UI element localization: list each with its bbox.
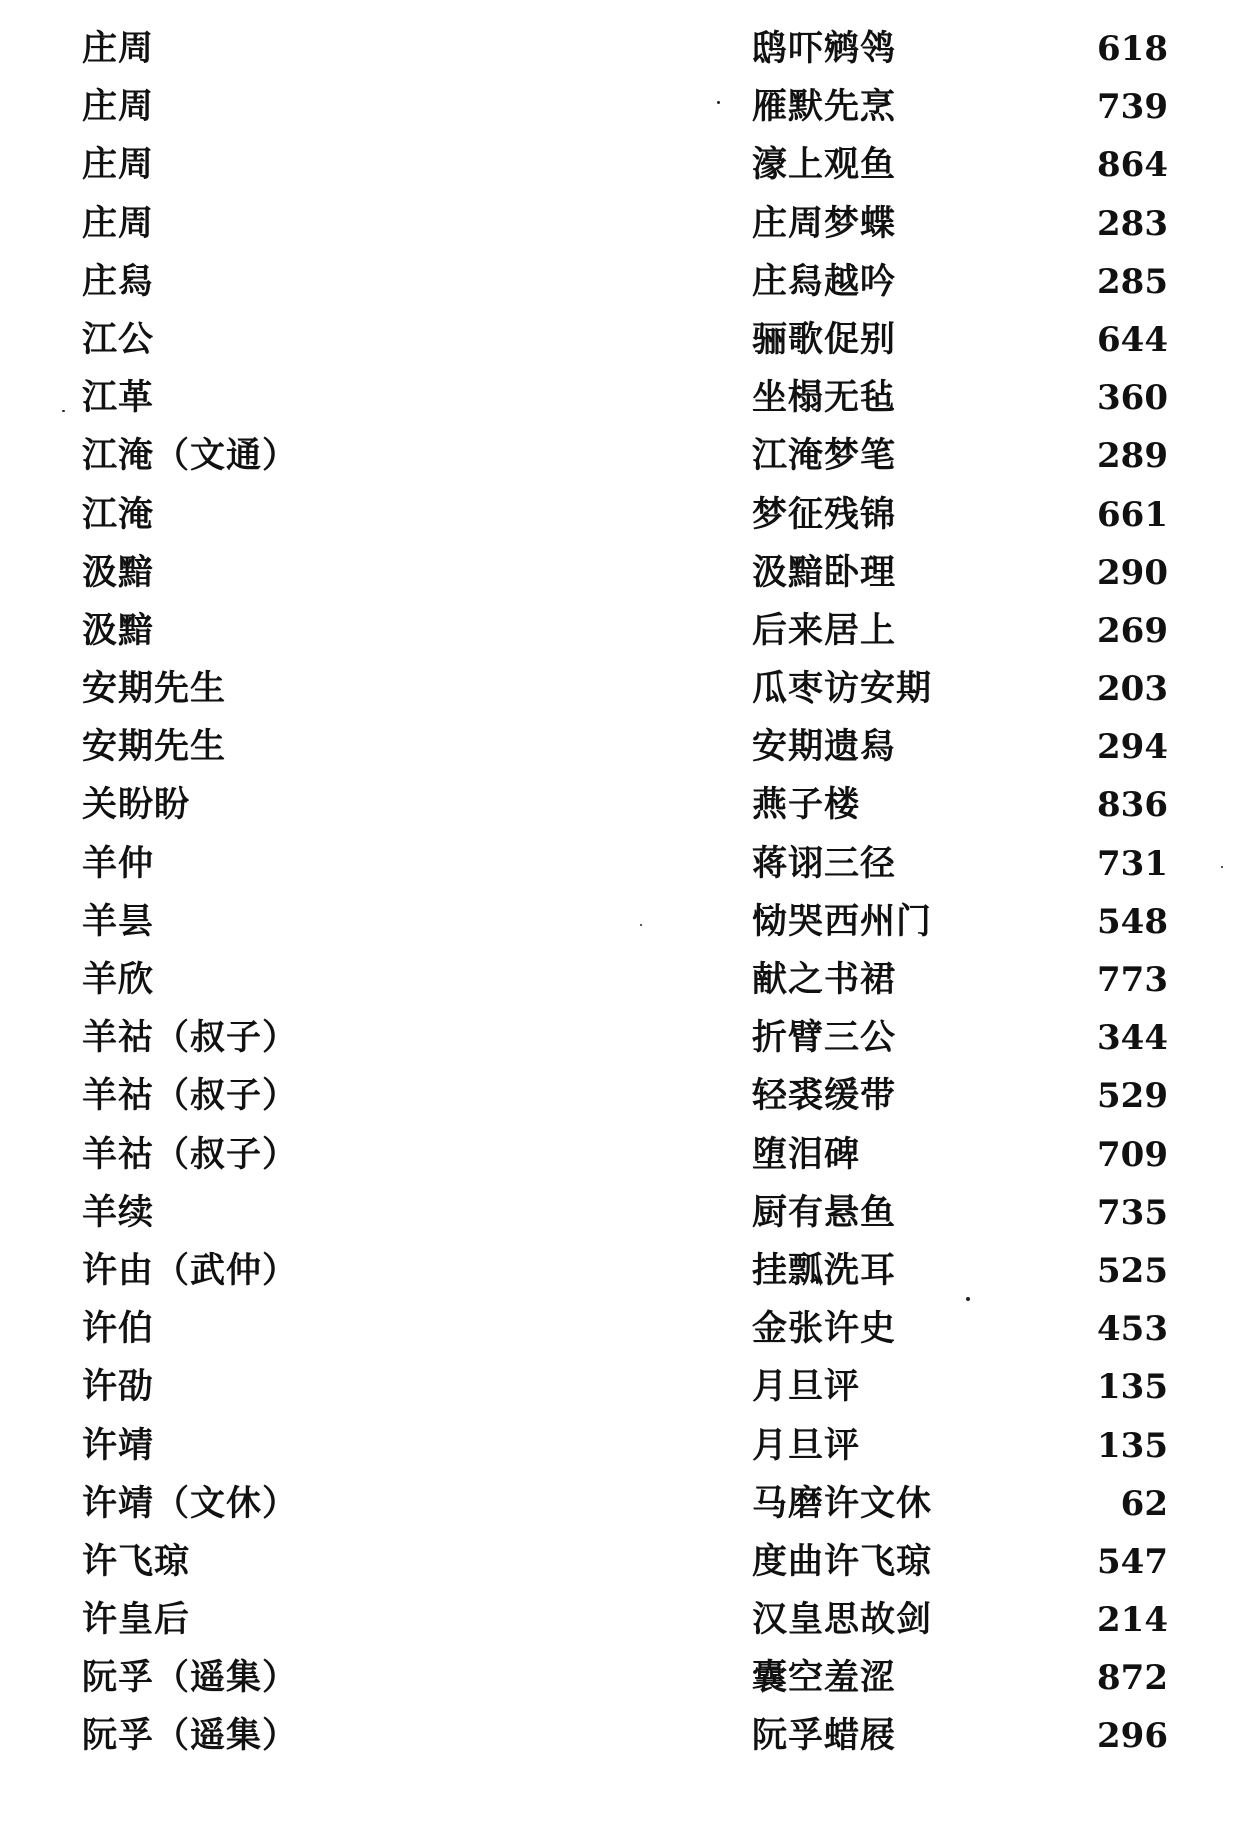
index-row bbox=[0, 1481, 1260, 1539]
page-number: 214 bbox=[1097, 1600, 1168, 1641]
index-row bbox=[0, 550, 1260, 608]
allusion-title: 汲黯卧理 bbox=[752, 551, 897, 593]
index-row bbox=[0, 142, 1260, 200]
allusion-title: 安期遗舄 bbox=[752, 726, 897, 768]
person-name: 庄周 bbox=[82, 28, 155, 69]
page-number: 453 bbox=[1097, 1309, 1168, 1350]
allusion-title: 雁默先烹 bbox=[752, 86, 897, 128]
scan-speck bbox=[717, 101, 720, 104]
page-number: 296 bbox=[1097, 1716, 1168, 1757]
allusion-title: 坐榻无毡 bbox=[752, 377, 897, 419]
index-row bbox=[0, 317, 1260, 375]
page-number: 731 bbox=[1097, 843, 1168, 884]
person-name: 羊昙 bbox=[82, 900, 155, 942]
allusion-title: 厨有悬鱼 bbox=[752, 1191, 897, 1233]
person-name: 江公 bbox=[82, 318, 155, 360]
index-row bbox=[0, 201, 1260, 259]
person-name: 庄周 bbox=[82, 86, 155, 128]
allusion-title: 月旦评 bbox=[752, 1424, 861, 1466]
allusion-title: 庄周梦蝶 bbox=[752, 202, 897, 244]
allusion-title: 燕子楼 bbox=[752, 784, 861, 826]
person-name: 关盼盼 bbox=[82, 784, 191, 826]
page-number: 285 bbox=[1097, 261, 1168, 302]
page-number: 864 bbox=[1097, 145, 1168, 186]
page-number: 360 bbox=[1097, 378, 1168, 419]
index-row bbox=[0, 608, 1260, 666]
page-number: 836 bbox=[1097, 785, 1168, 826]
allusion-title: 囊空羞涩 bbox=[752, 1657, 897, 1699]
person-name: 江淹 bbox=[82, 493, 155, 535]
index-row bbox=[0, 1539, 1260, 1597]
allusion-title: 月旦评 bbox=[752, 1366, 861, 1408]
page-number: 344 bbox=[1097, 1018, 1168, 1059]
page-number: 283 bbox=[1097, 203, 1168, 244]
person-name: 庄舄 bbox=[82, 260, 155, 302]
page-number: 529 bbox=[1097, 1076, 1168, 1117]
allusion-title: 马磨许文休 bbox=[752, 1482, 933, 1524]
person-name: 许皇后 bbox=[82, 1599, 191, 1641]
allusion-title: 骊歌促别 bbox=[752, 318, 897, 360]
allusion-title: 金张许史 bbox=[752, 1308, 897, 1350]
index-row bbox=[0, 1306, 1260, 1364]
index-row bbox=[0, 1713, 1260, 1771]
page-number: 618 bbox=[1097, 29, 1168, 69]
index-row bbox=[0, 259, 1260, 317]
person-name: 许伯 bbox=[82, 1308, 155, 1350]
index-row bbox=[0, 666, 1260, 724]
page-number: 547 bbox=[1097, 1541, 1168, 1582]
page-number: 739 bbox=[1097, 87, 1168, 128]
person-name: 江淹（文通） bbox=[82, 435, 299, 477]
allusion-title: 度曲许飞琼 bbox=[752, 1540, 933, 1582]
allusion-title: 折臂三公 bbox=[752, 1017, 897, 1059]
index-row bbox=[0, 1655, 1260, 1713]
person-name: 安期先生 bbox=[82, 668, 227, 710]
index-row bbox=[0, 84, 1260, 142]
person-name: 安期先生 bbox=[82, 726, 227, 768]
allusion-title: 鸱吓鹓鸰 bbox=[752, 28, 897, 69]
page-number: 644 bbox=[1097, 319, 1168, 360]
allusion-title: 瓜枣访安期 bbox=[752, 668, 933, 710]
index-row bbox=[0, 1597, 1260, 1655]
allusion-title: 阮孚蜡屐 bbox=[752, 1715, 897, 1757]
person-name: 羊祜（叔子） bbox=[82, 1017, 299, 1059]
index-row bbox=[0, 1190, 1260, 1248]
index-row bbox=[0, 841, 1260, 899]
person-name: 汲黯 bbox=[82, 551, 155, 593]
index-row bbox=[0, 957, 1260, 1015]
index-row bbox=[0, 1015, 1260, 1073]
index-row bbox=[0, 492, 1260, 550]
allusion-index-list bbox=[0, 26, 1260, 1772]
page-number: 289 bbox=[1097, 436, 1168, 477]
index-row bbox=[0, 375, 1260, 433]
allusion-title: 堕泪碑 bbox=[752, 1133, 861, 1175]
index-row bbox=[0, 1423, 1260, 1481]
person-name: 阮孚（遥集） bbox=[82, 1657, 299, 1699]
allusion-title: 蒋诩三径 bbox=[752, 842, 897, 884]
page-number: 294 bbox=[1097, 727, 1168, 768]
index-row bbox=[0, 782, 1260, 840]
index-row bbox=[0, 899, 1260, 957]
page-number: 709 bbox=[1097, 1134, 1168, 1175]
page-number: 135 bbox=[1097, 1367, 1168, 1408]
index-row bbox=[0, 1364, 1260, 1422]
index-row bbox=[0, 433, 1260, 491]
page-number: 290 bbox=[1097, 552, 1168, 593]
page-number: 773 bbox=[1097, 960, 1168, 1000]
allusion-title: 濠上观鱼 bbox=[752, 144, 897, 186]
page-number: 269 bbox=[1097, 610, 1168, 651]
allusion-title: 汉皇思故剑 bbox=[752, 1599, 933, 1641]
person-name: 羊祜（叔子） bbox=[82, 1133, 299, 1175]
person-name: 许劭 bbox=[82, 1366, 155, 1408]
person-name: 羊祜（叔子） bbox=[82, 1075, 299, 1117]
person-name: 阮孚（遥集） bbox=[82, 1715, 299, 1757]
scan-speck bbox=[640, 924, 642, 926]
scan-speck bbox=[62, 410, 65, 412]
person-name: 江革 bbox=[82, 377, 155, 419]
allusion-title: 庄舄越吟 bbox=[752, 260, 897, 302]
page-number: 735 bbox=[1097, 1192, 1168, 1233]
person-name: 庄周 bbox=[82, 144, 155, 186]
person-name: 羊续 bbox=[82, 1191, 155, 1233]
allusion-title: 恸哭西州门 bbox=[752, 900, 933, 942]
person-name: 许靖 bbox=[82, 1424, 155, 1466]
allusion-title: 轻裘缓带 bbox=[752, 1075, 897, 1117]
index-row bbox=[0, 1248, 1260, 1306]
person-name: 许飞琼 bbox=[82, 1540, 191, 1582]
scan-speck bbox=[1221, 866, 1223, 868]
scan-speck bbox=[966, 1297, 970, 1301]
index-row bbox=[0, 1132, 1260, 1190]
person-name: 许靖（文休） bbox=[82, 1482, 299, 1524]
page-number: 62 bbox=[1120, 1483, 1168, 1524]
allusion-title: 挂瓢洗耳 bbox=[752, 1249, 897, 1291]
allusion-title: 江淹梦笔 bbox=[752, 435, 897, 477]
allusion-title: 梦征残锦 bbox=[752, 493, 897, 535]
page-number: 872 bbox=[1097, 1658, 1168, 1699]
index-row bbox=[0, 26, 1260, 84]
person-name: 羊仲 bbox=[82, 842, 155, 884]
person-name: 羊欣 bbox=[82, 959, 155, 1000]
index-row bbox=[0, 724, 1260, 782]
index-row bbox=[0, 1073, 1260, 1131]
person-name: 许由（武仲） bbox=[82, 1249, 299, 1291]
allusion-title: 献之书裙 bbox=[752, 959, 897, 1000]
page-number: 525 bbox=[1097, 1250, 1168, 1291]
person-name: 汲黯 bbox=[82, 609, 155, 651]
page-number: 203 bbox=[1097, 669, 1168, 710]
page-number: 135 bbox=[1097, 1425, 1168, 1466]
page-number: 661 bbox=[1097, 494, 1168, 535]
allusion-title: 后来居上 bbox=[752, 609, 897, 651]
page-number: 548 bbox=[1097, 901, 1168, 942]
person-name: 庄周 bbox=[82, 202, 155, 244]
